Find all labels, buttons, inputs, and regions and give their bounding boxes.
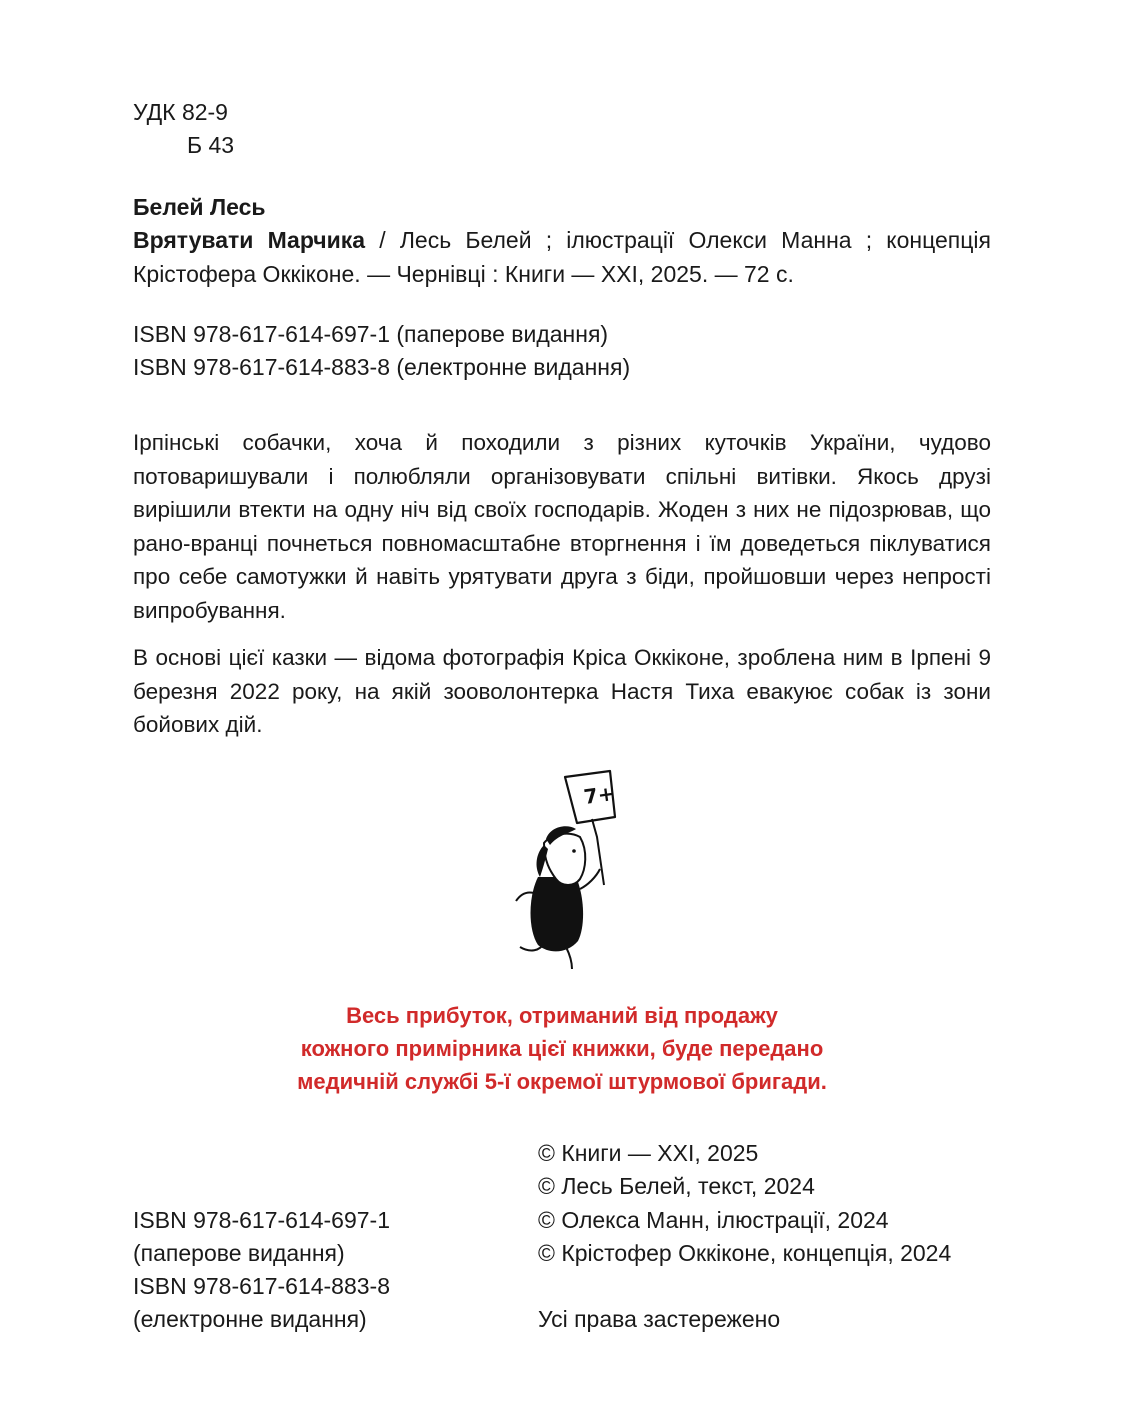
- bib-responsibility: Лесь Белей ; ілюстрації Олекси Манна ; концепція: [399, 227, 991, 253]
- bib-slash: /: [365, 227, 400, 253]
- charity-line-1: Весь прибуток, отриманий від продажу: [346, 1003, 778, 1028]
- age-sign-board: [565, 771, 616, 823]
- copyright-text: © Лесь Белей, текст, 2024: [538, 1173, 815, 1199]
- annotation-paragraph-2: В основі цієї казки — відома фотографія Кріса Оккіконе, зроблена ним в Ірпені 9 березня 2022 року, на якій зооволонтерка Настя Тиха евакуює собак із зони бойових дій.: [133, 645, 991, 737]
- isbn-print-label: (паперове видання): [133, 1240, 345, 1266]
- charity-line-3: медичній службі 5-ї окремої штурмової бригади.: [297, 1069, 827, 1094]
- dog-illustration: [500, 765, 640, 975]
- copyright-illustrations: © Олекса Манн, ілюстрації, 2024: [538, 1207, 889, 1233]
- isbn-electronic-top: ISBN 978-617-614-883-8 (електронне видання): [133, 354, 631, 380]
- rights-reserved: Усі права застережено: [538, 1306, 781, 1332]
- copyright-publisher: © Книги — ХХІ, 2025: [538, 1140, 759, 1166]
- bbk-code: Б 43: [187, 132, 235, 158]
- charity-note: [133, 999, 991, 1098]
- isbn-electronic-label: (електронне видання): [133, 1306, 367, 1332]
- dog-body: [531, 877, 584, 951]
- age-rating-text: 7+: [582, 780, 616, 810]
- annotation-paragraph-1: Ірпінські собачки, хоча й походили з різних куточків України, чудово потоваришували і полюбляли організовувати спільні витівки. Якось друзі вирішили втекти на одну ніч від своїх господарів. Жоден з них не підозрював, що рано-вранці почнеться повномасштабне вторгнення і їм доведеться піклуватися про себе самотужки й навіть урятувати друга з біди, пройшовши через непрості випробування.: [133, 430, 991, 623]
- book-title: Врятувати Марчика: [133, 227, 366, 253]
- dog-eye: [572, 849, 576, 853]
- bib-line-1: [133, 224, 991, 257]
- charity-line-2: кожного примірника цієї книжки, буде передано: [300, 1036, 824, 1061]
- copyright-concept: © Крістофер Оккіконе, концепція, 2024: [538, 1240, 952, 1266]
- isbn-print-bottom: ISBN 978-617-614-697-1: [133, 1207, 390, 1233]
- bib-line-2: Крістофера Оккіконе. — Чернівці : Книги — ХХІ, 2025. — 72 с.: [133, 261, 794, 287]
- isbn-print-top: ISBN 978-617-614-697-1 (паперове видання): [133, 321, 609, 347]
- udk-code: УДК 82-9: [133, 99, 228, 125]
- sign-stick: [592, 819, 604, 885]
- dog-tail: [516, 892, 534, 901]
- author-name: Белей Лесь: [133, 194, 266, 220]
- dog-leg-right: [566, 947, 572, 969]
- isbn-electronic-bottom: ISBN 978-617-614-883-8: [133, 1273, 390, 1299]
